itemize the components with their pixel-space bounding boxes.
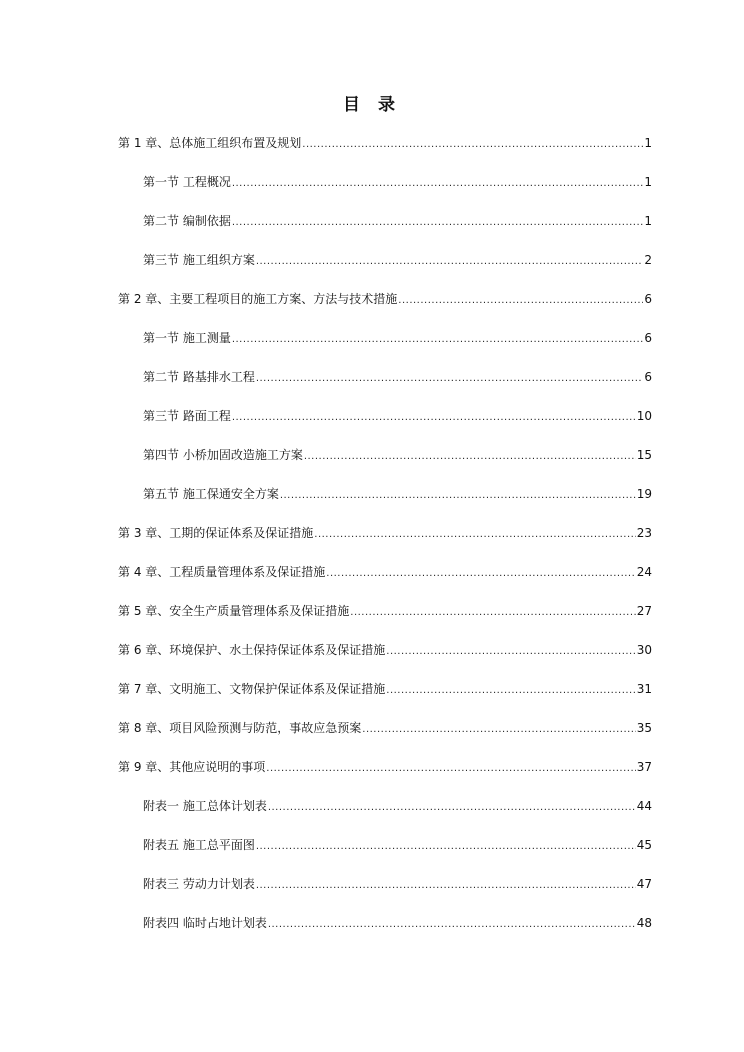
- toc-entry-label: 第 9 章、其他应说明的事项: [118, 760, 266, 774]
- toc-dot-leader: [232, 330, 644, 350]
- toc-section-entry[interactable]: [143, 367, 652, 387]
- toc-page-number: 1: [644, 175, 652, 189]
- toc-entry-label: 附表四 临时占地计划表: [143, 916, 267, 930]
- toc-section-entry[interactable]: [143, 211, 652, 231]
- toc-dot-leader: [232, 213, 644, 233]
- toc-dot-leader: [256, 369, 644, 389]
- toc-entry-label: 附表三 劳动力计划表: [143, 877, 255, 891]
- toc-page-number: 47: [636, 877, 652, 891]
- toc-page-number: 30: [636, 643, 652, 657]
- toc-section-entry[interactable]: [143, 874, 652, 894]
- toc-dot-leader: [350, 603, 635, 623]
- toc-entry-label: 第 5 章、安全生产质量管理体系及保证措施: [118, 604, 350, 618]
- toc-dot-leader: [386, 642, 635, 662]
- toc-page-number: 48: [636, 916, 652, 930]
- toc-page-number: 6: [644, 292, 652, 306]
- toc-entry-label: 第二节 路基排水工程: [143, 370, 255, 384]
- toc-section-entry[interactable]: [143, 445, 652, 465]
- toc-entry-label: 附表一 施工总体计划表: [143, 799, 267, 813]
- toc-entry-label: 第三节 路面工程: [143, 409, 231, 423]
- toc-dot-leader: [326, 564, 635, 584]
- toc-dot-leader: [302, 135, 643, 155]
- toc-entry-label: 第 1 章、总体施工组织布置及规划: [118, 136, 302, 150]
- toc-dot-leader: [304, 447, 636, 467]
- toc-dot-leader: [232, 174, 644, 194]
- toc-page-number: 6: [644, 331, 652, 345]
- toc-page-number: 15: [636, 448, 652, 462]
- toc-page-number: 23: [636, 526, 652, 540]
- toc-page-number: 37: [636, 760, 652, 774]
- toc-entry-label: 第五节 施工保通安全方案: [143, 487, 279, 501]
- toc-dot-leader: [386, 681, 635, 701]
- toc-page-number: 27: [636, 604, 652, 618]
- toc-entry-label: 第 8 章、项目风险预测与防范，事故应急预案: [118, 721, 362, 735]
- toc-page-number: 1: [644, 214, 652, 228]
- toc-section-entry[interactable]: [143, 250, 652, 270]
- toc-section-entry[interactable]: [143, 913, 652, 933]
- toc-page-number: 6: [644, 370, 652, 384]
- toc-entry-label: 第 3 章、工期的保证体系及保证措施: [118, 526, 314, 540]
- toc-section-entry[interactable]: [143, 406, 652, 426]
- toc-chapter-entry[interactable]: [118, 601, 652, 621]
- toc-entry-label: 第 2 章、主要工程项目的施工方案、方法与技术措施: [118, 292, 398, 306]
- toc-section-entry[interactable]: [143, 484, 652, 504]
- toc-dot-leader: [398, 291, 643, 311]
- toc-entry-label: 附表五 施工总平面图: [143, 838, 255, 852]
- toc-entry-label: 第 4 章、工程质量管理体系及保证措施: [118, 565, 326, 579]
- toc-entry-label: 第 6 章、环境保护、水土保持保证体系及保证措施: [118, 643, 386, 657]
- toc-dot-leader: [232, 408, 636, 428]
- toc-section-entry[interactable]: [143, 835, 652, 855]
- toc-chapter-entry[interactable]: [118, 523, 652, 543]
- toc-page-number: 35: [636, 721, 652, 735]
- toc-section-entry[interactable]: [143, 172, 652, 192]
- toc-entry-label: 第二节 编制依据: [143, 214, 231, 228]
- toc-section-entry[interactable]: [143, 328, 652, 348]
- toc-page-number: 24: [636, 565, 652, 579]
- toc-dot-leader: [362, 720, 635, 740]
- toc-chapter-entry[interactable]: [118, 289, 652, 309]
- toc-page-number: 1: [644, 136, 652, 150]
- toc-chapter-entry[interactable]: [118, 718, 652, 738]
- toc-entry-label: 第四节 小桥加固改造施工方案: [143, 448, 303, 462]
- toc-page-number: 19: [636, 487, 652, 501]
- toc-title: 目 录: [343, 95, 401, 115]
- toc-chapter-entry[interactable]: [118, 640, 652, 660]
- toc-entry-label: 第一节 工程概况: [143, 175, 231, 189]
- toc-dot-leader: [256, 252, 644, 272]
- toc-section-entry[interactable]: [143, 796, 652, 816]
- toc-entry-label: 第 7 章、文明施工、文物保护保证体系及保证措施: [118, 682, 386, 696]
- toc-chapter-entry[interactable]: [118, 562, 652, 582]
- toc-dot-leader: [266, 759, 635, 779]
- toc-entry-label: 第一节 施工测量: [143, 331, 231, 345]
- toc-entry-label: 第三节 施工组织方案: [143, 253, 255, 267]
- toc-chapter-entry[interactable]: [118, 679, 652, 699]
- toc-chapter-entry[interactable]: [118, 133, 652, 153]
- toc-page-number: 2: [644, 253, 652, 267]
- toc-page-number: 10: [636, 409, 652, 423]
- toc-page-number: 31: [636, 682, 652, 696]
- toc-page-number: 45: [636, 838, 652, 852]
- toc-dot-leader: [256, 876, 636, 896]
- toc-dot-leader: [280, 486, 636, 506]
- toc-dot-leader: [268, 798, 636, 818]
- toc-dot-leader: [268, 915, 636, 935]
- toc-dot-leader: [256, 837, 636, 857]
- toc-dot-leader: [314, 525, 635, 545]
- toc-chapter-entry[interactable]: [118, 757, 652, 777]
- toc-page-number: 44: [636, 799, 652, 813]
